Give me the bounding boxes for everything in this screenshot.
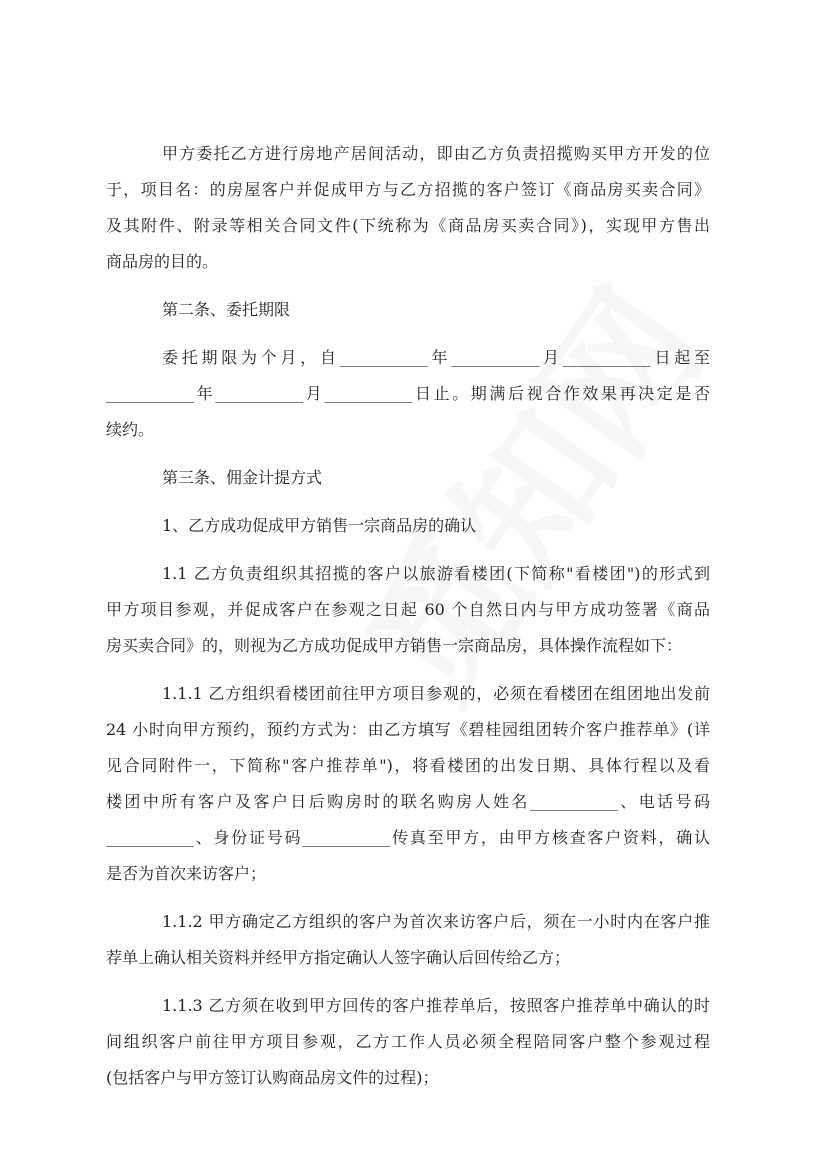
paragraph-line: 房买卖合同》的，则视为乙方成功促成甲方销售一宗商品房，具体操作流程如下：	[106, 636, 683, 655]
paragraph-line: 24 小时向甲方预约，预约方式为：由乙方填写《碧桂园组团转介客户推荐单》(详	[106, 720, 710, 739]
paragraph-line: 1、乙方成功促成甲方销售一宗商品房的确认	[162, 516, 477, 535]
paragraph-line: 甲方项目参观，并促成客户在参观之日起 60 个自然日内与甲方成功签署《商品	[106, 600, 710, 619]
paragraph	[106, 340, 710, 448]
paragraph	[106, 292, 710, 328]
paragraph	[106, 136, 710, 280]
paragraph-line: ___________年___________月___________日止。期满后视合作效果再决定是否	[106, 384, 710, 403]
paragraph-line: 于，项目名：的房屋客户并促成甲方与乙方招揽的客户签订《商品房买卖合同》	[106, 180, 710, 199]
paragraph	[106, 904, 710, 976]
paragraph-line: 1.1 乙方负责组织其招揽的客户以旅游看楼团(下简称"看楼团")的形式到	[162, 564, 710, 583]
paragraph-line: 1.1.3 乙方须在收到甲方回传的客户推荐单后，按照客户推荐单中确认的时	[162, 996, 710, 1015]
paragraph-line: 是否为首次来访客户；	[106, 864, 267, 883]
paragraph	[106, 556, 710, 664]
paragraph-line: 楼团中所有客户及客户日后购房时的联名购房人姓名___________、电话号码	[106, 792, 710, 811]
paragraph-line: 甲方委托乙方进行房地产居间活动，即由乙方负责招揽购买甲方开发的位	[162, 144, 710, 163]
paragraph-line: ___________、身份证号码___________传真至甲方，由甲方核查客户资料，确认	[106, 828, 710, 847]
paragraph	[106, 460, 710, 496]
paragraph	[106, 988, 710, 1096]
paragraph-line: 见合同附件一，下简称"客户推荐单")，将看楼团的出发日期、具体行程以及看	[106, 756, 710, 775]
paragraph-line: 1.1.1 乙方组织看楼团前往甲方项目参观的，必须在看楼团在组团地出发前	[162, 684, 710, 703]
paragraph-line: 第三条、佣金计提方式	[162, 468, 323, 487]
paragraph-line: 第二条、委托期限	[162, 300, 291, 319]
paragraph	[106, 508, 710, 544]
paragraph	[106, 676, 710, 892]
document-body	[106, 136, 710, 1108]
paragraph-line: 委托期限为个月，自___________年___________月___________日起至	[162, 348, 710, 367]
paragraph-line: 荐单上确认相关资料并经甲方指定确认人签字确认后回传给乙方；	[106, 948, 571, 967]
paragraph-line: 续约。	[106, 420, 155, 439]
paragraph-line: 间组织客户前往甲方项目参观，乙方工作人员必须全程陪同客户整个参观过程	[106, 1032, 710, 1051]
paragraph-line: 商品房的目的。	[106, 252, 219, 271]
paragraph-line: 及其附件、附录等相关合同文件(下统称为《商品房买卖合同》)，实现甲方售出	[106, 216, 710, 235]
paragraph-line: 1.1.2 甲方确定乙方组织的客户为首次来访客户后，须在一小时内在客户推	[162, 912, 710, 931]
paragraph-line: (包括客户与甲方签订认购商品房文件的过程)；	[106, 1068, 439, 1087]
